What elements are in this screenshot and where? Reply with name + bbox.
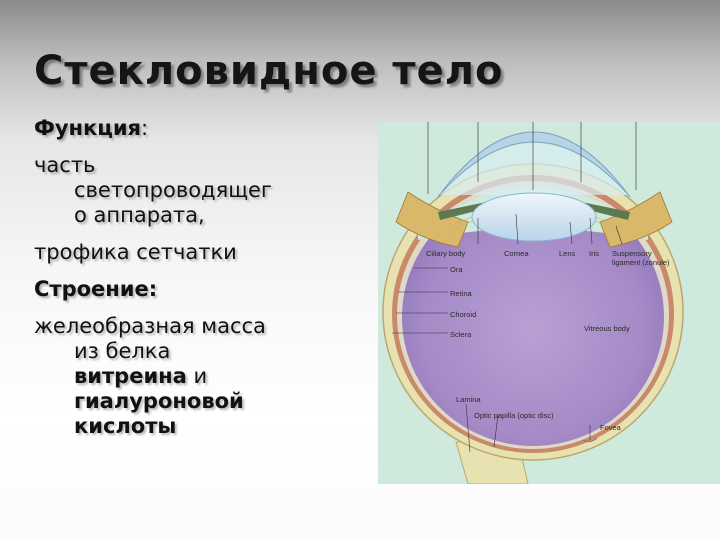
function-item1-line1: часть xyxy=(34,153,96,177)
label-choroid: Choroid xyxy=(450,310,477,319)
slide-title: Стекловидное тело xyxy=(34,48,504,94)
vitrein-term: витреина xyxy=(74,364,187,388)
function-heading xyxy=(34,116,364,141)
function-colon: : xyxy=(141,116,149,140)
structure-line5: кислоты xyxy=(74,414,177,438)
label-cornea: Cornea xyxy=(504,249,529,258)
label-zonule: ligament (zonule) xyxy=(612,258,670,267)
label-ciliary-body: Ciliary body xyxy=(426,249,466,258)
eye-cross-section-svg xyxy=(378,122,720,484)
structure-line3-rest: и xyxy=(186,364,208,388)
label-fovea: Fovea xyxy=(600,423,621,432)
structure-line3 xyxy=(34,364,364,389)
function-item-1 xyxy=(34,153,364,228)
function-label: Функция xyxy=(34,116,142,140)
label-retina: Retina xyxy=(450,289,472,298)
structure-text xyxy=(34,314,364,439)
label-vitreous-body: Vitreous body xyxy=(584,324,630,333)
label-optic-papilla: Optic papilla (optic disc) xyxy=(474,411,554,420)
label-sclera: Sclera xyxy=(450,330,472,339)
label-suspensory: Suspensory xyxy=(612,249,652,258)
label-lens: Lens xyxy=(559,249,576,258)
label-ora: Ora xyxy=(450,265,463,274)
function-item-2: трофика сетчатки xyxy=(34,240,237,264)
structure-line1: желеобразная масса xyxy=(34,314,266,338)
structure-line4: гиалуроновой xyxy=(74,389,244,413)
structure-line2: из белка xyxy=(74,339,171,363)
function-item1-line2: светопроводящег xyxy=(74,178,272,202)
lens-shape xyxy=(472,193,596,241)
structure-heading: Строение: xyxy=(34,277,158,301)
function-item1-line3: о аппарата, xyxy=(74,203,205,227)
label-iris: Iris xyxy=(589,249,599,258)
slide-text xyxy=(34,116,364,451)
eye-diagram xyxy=(378,122,720,484)
label-lamina: Lamina xyxy=(456,395,481,404)
anterior-chamber xyxy=(440,144,628,196)
